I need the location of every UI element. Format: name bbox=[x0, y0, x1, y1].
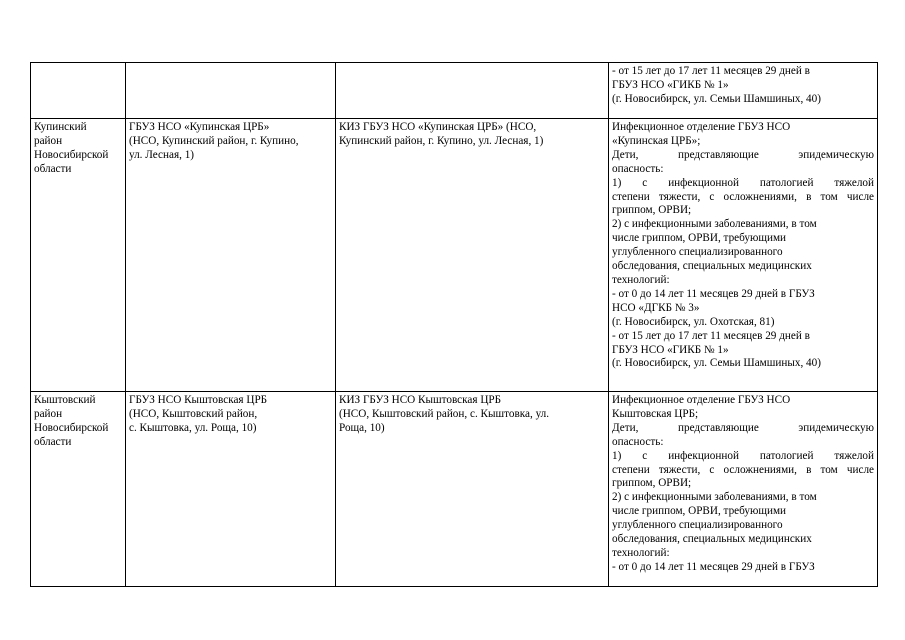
department-cell bbox=[609, 392, 878, 587]
cell-text-line: (НСО, Кыштовский район, bbox=[129, 407, 258, 420]
cell-text-line: с. Кыштовка, ул. Роща, 10) bbox=[129, 421, 257, 434]
department-text-line: 1) с инфекционной патологией тяжелой bbox=[612, 449, 874, 462]
department-text-line: гриппом, ОРВИ; bbox=[612, 477, 692, 490]
department-text-line: степени тяжести, с осложнениями, в том числе bbox=[612, 190, 874, 203]
department-text-line: (г. Новосибирск, ул. Семьи Шамшиных, 40) bbox=[612, 92, 821, 105]
cell-text-line: области bbox=[34, 435, 72, 448]
district-cell bbox=[31, 63, 126, 119]
department-cell bbox=[609, 119, 878, 392]
department-text-line: - от 15 лет до 17 лет 11 месяцев 29 дней в bbox=[612, 65, 810, 77]
department-text-line: - от 0 до 14 лет 11 месяцев 29 дней в ГБУЗ bbox=[612, 287, 815, 300]
table-row bbox=[31, 392, 878, 587]
department-text-line: 2) с инфекционными заболеваниями, в том bbox=[612, 491, 817, 504]
department-text-line: 1) с инфекционной патологией тяжелой bbox=[612, 176, 874, 189]
table-row bbox=[31, 63, 878, 119]
cell-text-line: (НСО, Кыштовский район, с. Кыштовка, ул. bbox=[339, 407, 550, 420]
cell-text-line: Купинский район, г. Купино, ул. Лесная, 1) bbox=[339, 134, 544, 147]
department-text-line: углубленного специализированного bbox=[612, 246, 783, 259]
cell-text-line: Новосибирской bbox=[34, 148, 109, 161]
department-text-line: обследования, специальных медицинских bbox=[612, 260, 812, 273]
department-text-line: Инфекционное отделение ГБУЗ НСО bbox=[612, 394, 791, 406]
cell-text-line: КИЗ ГБУЗ НСО «Купинская ЦРБ» (НСО, bbox=[339, 121, 537, 133]
department-text-line: опасность: bbox=[612, 162, 664, 175]
department-text-line: углубленного специализированного bbox=[612, 519, 783, 532]
hospital-routing-table bbox=[30, 62, 878, 587]
department-text-line: (г. Новосибирск, ул. Охотская, 81) bbox=[612, 315, 775, 328]
cell-text-line: Кыштовский bbox=[34, 394, 96, 406]
department-text-line: Кыштовская ЦРБ; bbox=[612, 407, 699, 420]
department-text-line: Инфекционное отделение ГБУЗ НСО bbox=[612, 121, 791, 133]
cell-text-line: ул. Лесная, 1) bbox=[129, 148, 195, 161]
department-text-line: (г. Новосибирск, ул. Семьи Шамшиных, 40) bbox=[612, 357, 821, 370]
department-text-line: обследования, специальных медицинских bbox=[612, 533, 812, 546]
cell-text-line: район bbox=[34, 134, 63, 147]
department-text-line: числе гриппом, ОРВИ, требующими bbox=[612, 232, 787, 245]
cell-text-line: ГБУЗ НСО Кыштовская ЦРБ bbox=[129, 394, 268, 406]
department-text-line: числе гриппом, ОРВИ, требующими bbox=[612, 505, 787, 518]
department-text-line: степени тяжести, с осложнениями, в том числе bbox=[612, 463, 874, 476]
district-cell bbox=[31, 119, 126, 392]
department-text-line: 2) с инфекционными заболеваниями, в том bbox=[612, 218, 817, 231]
cell-text-line: КИЗ ГБУЗ НСО Кыштовская ЦРБ bbox=[339, 394, 502, 406]
infection-ward-cell bbox=[336, 392, 609, 587]
cell-text-line: (НСО, Купинский район, г. Купино, bbox=[129, 134, 299, 147]
department-text-line: Дети, представляющие эпидемическую bbox=[612, 421, 874, 434]
department-text-line: НСО «ДГКБ № 3» bbox=[612, 301, 700, 314]
cell-text-line: Новосибирской bbox=[34, 421, 109, 434]
department-cell bbox=[609, 63, 878, 119]
department-text-line: - от 15 лет до 17 лет 11 месяцев 29 дней в bbox=[612, 329, 810, 342]
clinic-cell bbox=[126, 119, 336, 392]
cell-text-line: Купинский bbox=[34, 121, 87, 133]
department-text-line: - от 0 до 14 лет 11 месяцев 29 дней в ГБУЗ bbox=[612, 560, 815, 573]
department-text-line: опасность: bbox=[612, 435, 664, 448]
department-text-line: «Купинская ЦРБ»; bbox=[612, 134, 701, 147]
department-text-line: Дети, представляющие эпидемическую bbox=[612, 148, 874, 161]
department-text-line: ГБУЗ НСО «ГИКБ № 1» bbox=[612, 343, 729, 356]
department-text-line: гриппом, ОРВИ; bbox=[612, 204, 692, 217]
cell-text-line: области bbox=[34, 162, 72, 175]
infection-ward-cell bbox=[336, 63, 609, 119]
clinic-cell bbox=[126, 63, 336, 119]
department-text-line: технологий: bbox=[612, 273, 670, 286]
department-text-line: ГБУЗ НСО «ГИКБ № 1» bbox=[612, 78, 729, 91]
cell-text-line: ГБУЗ НСО «Купинская ЦРБ» bbox=[129, 121, 270, 133]
clinic-cell bbox=[126, 392, 336, 587]
table-row bbox=[31, 119, 878, 392]
cell-text-line: Роща, 10) bbox=[339, 421, 385, 434]
cell-text-line: район bbox=[34, 407, 63, 420]
infection-ward-cell bbox=[336, 119, 609, 392]
district-cell bbox=[31, 392, 126, 587]
department-text-line: технологий: bbox=[612, 546, 670, 559]
